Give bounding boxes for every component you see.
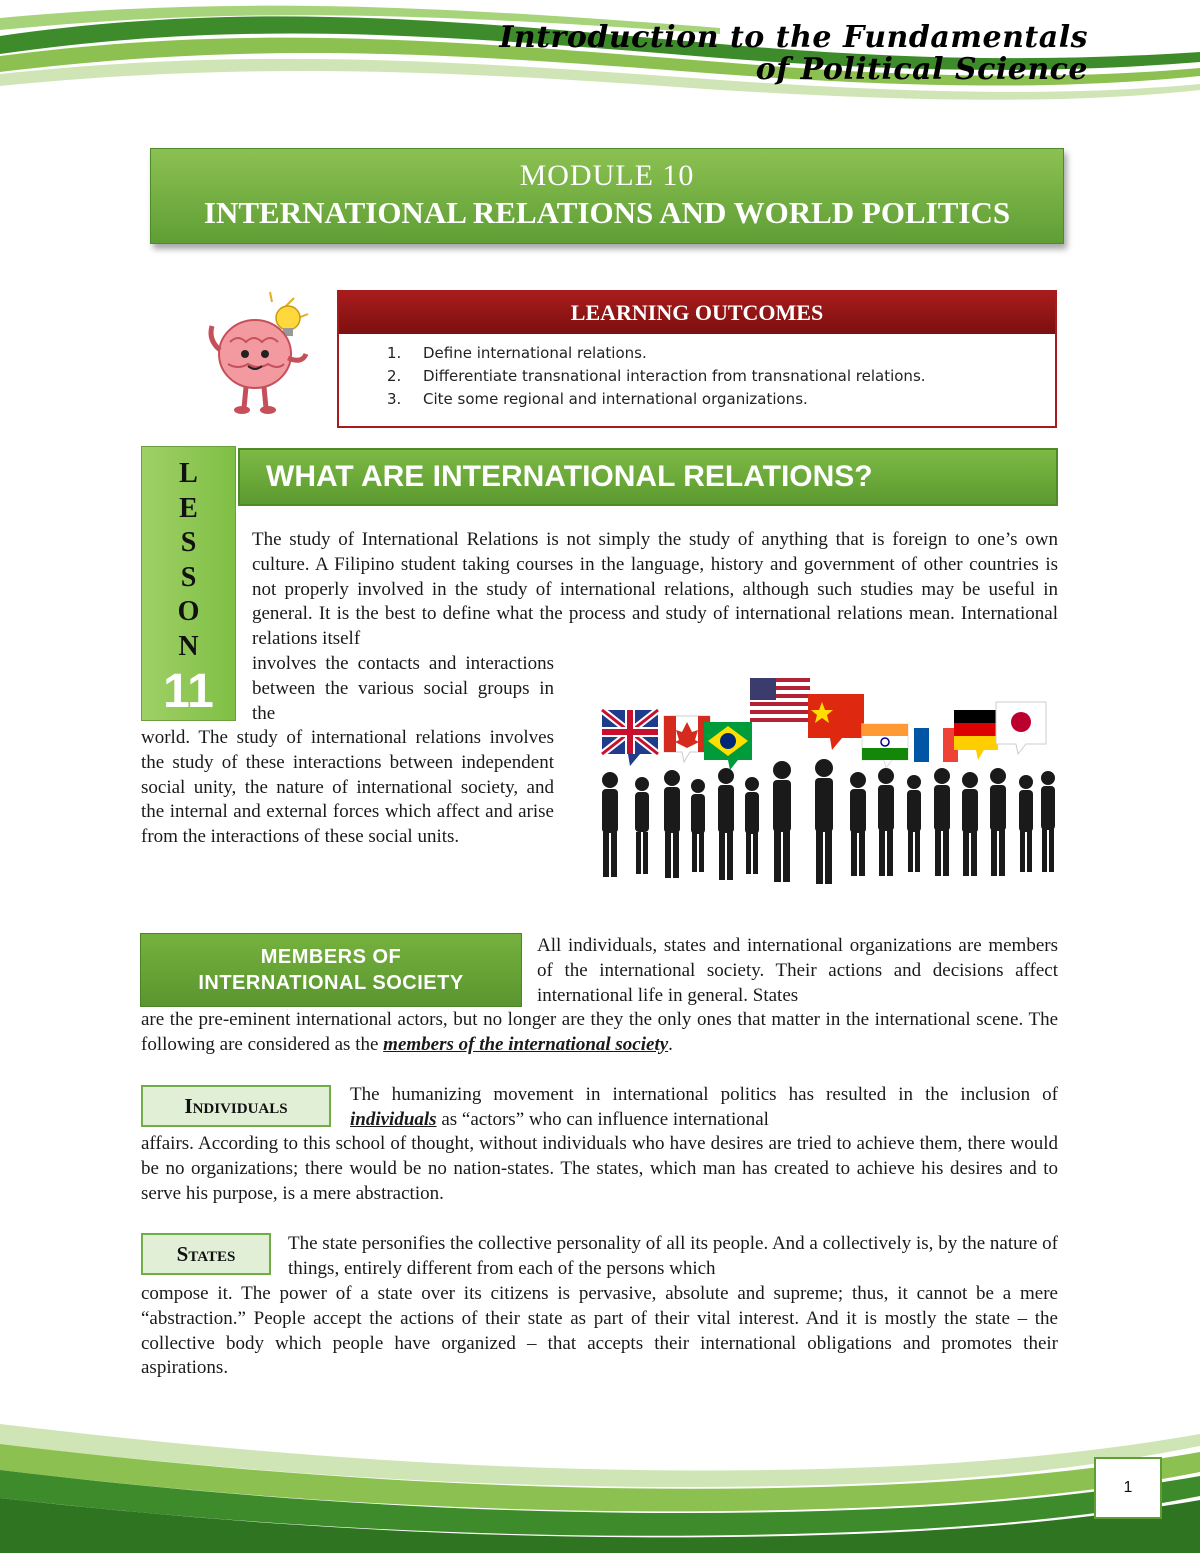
members-emphasis: members of the international society	[383, 1033, 669, 1055]
list-item-number: 3.	[387, 390, 402, 408]
france-flag-icon	[914, 728, 958, 770]
members-paragraph-full	[141, 1008, 1058, 1058]
members-heading-line-2: INTERNATIONAL SOCIETY	[198, 972, 464, 994]
lesson-tab	[141, 446, 236, 721]
brazil-flag-icon	[704, 722, 752, 770]
germany-flag-icon	[954, 710, 998, 760]
lesson-letter: N	[178, 630, 199, 662]
brain-mascot-icon	[200, 292, 315, 417]
lesson-letter: L	[179, 458, 198, 489]
lesson-paragraph-narrow-1: involves the contacts and interactions between the various social groups in the	[252, 653, 554, 724]
module-number: MODULE 10	[519, 159, 695, 192]
lesson-letter: S	[180, 561, 197, 593]
lesson-title: WHAT ARE INTERNATIONAL RELATIONS?	[238, 448, 1058, 506]
list-item	[387, 388, 1055, 411]
lesson-letter: O	[177, 596, 200, 627]
module-name: INTERNATIONAL RELATIONS AND WORLD POLITICS	[203, 195, 1011, 230]
list-item	[387, 365, 1055, 388]
members-paragraph-side: All individuals, states and international organizations are members of the international society. Their actions and decisions affect international life in general. States	[537, 935, 1058, 1006]
india-flag-icon	[862, 724, 908, 768]
lesson-paragraph-narrow-2: world. The study of international relations involves the study of these interactions between independent social unity, the nature of international society, and the internal and external forces which affect and arise from the interactions of these social units.	[141, 727, 554, 848]
members-paragraph-end: .	[668, 1033, 673, 1055]
individuals-emphasis: individuals	[350, 1108, 437, 1130]
list-item-text: Define international relations.	[423, 344, 647, 362]
book-title-line-2: of Political Science	[755, 52, 1088, 87]
states-paragraph-full: compose it. The power of a state over its citizens is pervasive, absolute and supreme; thus, it cannot be a mere “abstraction.” People accept the actions of their state as part of their vital interest. And it is mostly the state – the collective body which people have organized – that accepts their international obligations and promotes their aspirations.	[141, 1283, 1058, 1379]
lesson-number: 11	[163, 665, 214, 718]
japan-flag-icon	[996, 702, 1046, 754]
list-item-text: Differentiate transnational interaction from transnational relations.	[423, 367, 926, 385]
states-paragraph-side: The state personifies the collective personality of all its people. And a collectively is, by the nature of things, entirely different from each of the persons which	[288, 1233, 1058, 1279]
list-item	[387, 342, 1055, 365]
book-title-line-1: Introduction to the Fundamentals	[499, 20, 1088, 55]
learning-outcomes-list	[387, 342, 1055, 411]
learning-outcomes-heading: LEARNING OUTCOMES	[339, 292, 1055, 334]
module-banner	[150, 148, 1064, 244]
list-item-text: Cite some regional and international organizations.	[423, 390, 808, 408]
individuals-text: The humanizing movement in international politics has resulted in the inclusion of	[350, 1084, 1058, 1105]
members-paragraph-text: are the pre-eminent international actors, but no longer are they the only ones that matter in the international scene. The following are considered as the	[141, 1009, 1058, 1055]
individuals-paragraph-full: affairs. According to this school of thought, without individuals who have desires are tried to achieve them, there would be no organizations; there would be no nation-states. The states, which man has created to achieve his desires and to serve his purpose, is a mere abstraction.	[141, 1133, 1058, 1204]
individuals-paragraph-side	[350, 1083, 1058, 1133]
list-item-number: 2.	[387, 367, 402, 385]
people-silhouettes	[602, 759, 1055, 884]
states-tag: States	[141, 1233, 271, 1275]
usa-flag-icon	[750, 678, 810, 734]
lesson-paragraph-top: The study of International Relations is not simply the study of anything that is foreign to one’s own culture. A Filipino student taking courses in the language, history and government of other countries is not properly involved in the study of international relations, although such studies may be useful in general. It is the best to define what the process and study of international relations mean. International relations itself	[252, 529, 1058, 650]
international-flags-people-illustration	[592, 672, 1060, 892]
uk-flag-icon	[602, 710, 658, 766]
canada-flag-icon	[664, 716, 710, 762]
page-number: 1	[1094, 1457, 1162, 1519]
learning-outcomes-box	[337, 290, 1057, 428]
footer-swoosh-decoration	[0, 1400, 1200, 1553]
lesson-letter: E	[179, 492, 198, 524]
lesson-letter: S	[180, 527, 197, 558]
members-heading	[140, 933, 522, 1007]
individuals-tag: Individuals	[141, 1085, 331, 1127]
list-item-number: 1.	[387, 344, 402, 362]
members-heading-line-1: MEMBERS OF	[260, 946, 402, 968]
individuals-text-end: as “actors” who can influence international	[436, 1108, 769, 1130]
china-flag-icon	[808, 694, 864, 750]
